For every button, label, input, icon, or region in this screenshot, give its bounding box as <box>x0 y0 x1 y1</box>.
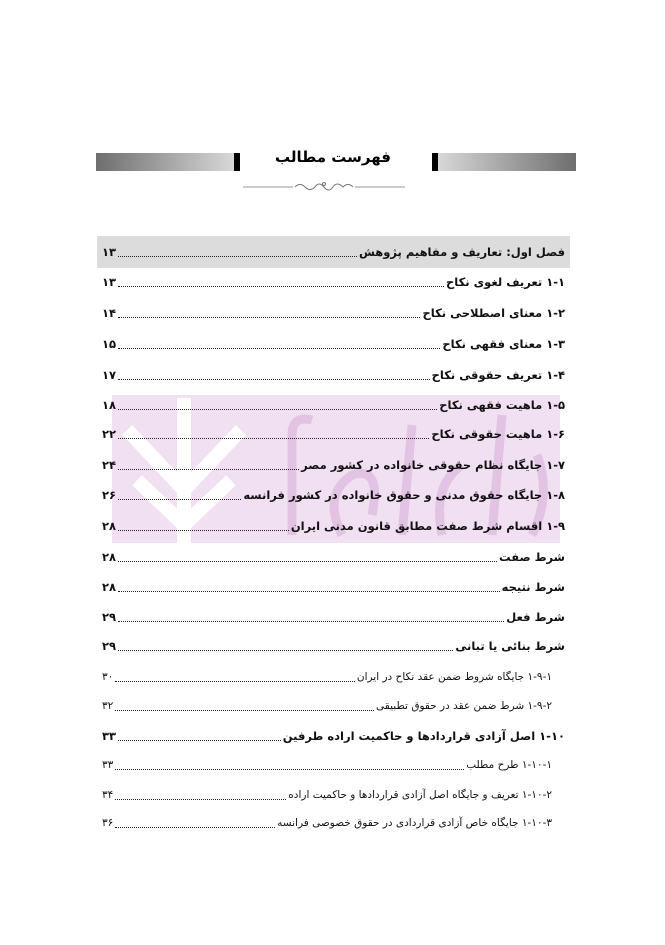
toc-entry-title: شرط صفت <box>499 550 565 564</box>
toc-entry[interactable] <box>97 604 570 630</box>
chapter-heading-row[interactable] <box>97 236 570 268</box>
toc-entry-title: ۱-۴ تعریف حقوقی نکاح <box>431 368 565 382</box>
dot-leader <box>118 621 504 622</box>
page-title: فهرست مطالب <box>275 148 391 166</box>
dot-leader <box>118 379 430 380</box>
toc-page-number: ۱۸ <box>102 398 117 412</box>
dot-leader <box>118 499 241 500</box>
toc-entry-title: ۱-۲ معنای اصطلاحی نکاح <box>422 306 565 320</box>
decorative-bar-left <box>96 153 240 171</box>
dot-leader <box>118 317 420 318</box>
dot-leader <box>118 438 429 439</box>
toc-entry-title: شرط نتیجه <box>501 580 565 594</box>
toc-entry[interactable] <box>97 752 570 778</box>
toc-page-number: ۲۸ <box>102 519 117 533</box>
toc-entry[interactable] <box>97 693 570 719</box>
toc-entry-title: ۱-۵ ماهیت فقهی نکاح <box>439 398 565 412</box>
dot-leader <box>115 827 275 828</box>
dot-leader <box>115 710 374 711</box>
dot-leader <box>118 256 357 257</box>
toc-page-number: ۳۶ <box>102 817 114 829</box>
toc-entry[interactable] <box>97 452 570 478</box>
dot-leader <box>118 561 497 562</box>
toc-entry[interactable] <box>97 392 570 418</box>
toc-page-number: ۲۹ <box>102 610 117 624</box>
toc-page-number: ۱۳ <box>102 275 117 289</box>
toc-entry-title: ۱-۳ معنای فقهی نکاح <box>442 337 565 351</box>
toc-entry-title: ۱-۱۰-۲ تعریف و جایگاه اصل آزادی قراردادها و حاکمیت اراده <box>288 789 552 801</box>
toc-entry-title: ۱-۷ جایگاه نظام حقوقی خانواده در کشور مصر <box>301 458 565 472</box>
toc-entry[interactable] <box>97 723 570 749</box>
decorative-bar-right <box>432 153 576 171</box>
toc-entry-title: ۱-۹-۱ جایگاه شروط ضمن عقد نکاح در ایران <box>356 671 552 683</box>
toc-entry[interactable] <box>97 421 570 447</box>
toc-entry-title: ۱-۶ ماهیت حقوقی نکاح <box>431 427 565 441</box>
dot-leader <box>115 769 464 770</box>
toc-page-number: ۳۳ <box>102 759 114 771</box>
dot-leader <box>118 409 437 410</box>
toc-entry[interactable] <box>97 300 570 326</box>
toc-entry-title: شرط فعل <box>506 610 565 624</box>
toc-page-number: ۲۸ <box>102 550 117 564</box>
dot-leader <box>115 799 286 800</box>
dot-leader <box>118 591 500 592</box>
toc-page-number: ۲۲ <box>102 427 117 441</box>
toc-entry[interactable] <box>97 574 570 600</box>
dot-leader <box>118 469 299 470</box>
toc-entry[interactable] <box>97 513 570 539</box>
dot-leader <box>118 740 281 741</box>
toc-entry-title: ۱-۹ اقسام شرط صفت مطابق قانون مدنی ایران <box>290 519 565 533</box>
toc-page-number: ۲۹ <box>102 639 117 653</box>
toc-page-number: ۱۴ <box>102 306 117 320</box>
toc-entry-title: ۱-۱۰-۱ طرح مطلب <box>466 759 552 771</box>
toc-page-number: ۳۰ <box>102 671 114 683</box>
toc-entry-title: شرط بنائی یا تبانی <box>455 639 565 653</box>
dot-leader <box>118 286 444 287</box>
toc-entry-title: ۱-۱۰ اصل آزادی قراردادها و حاکمیت اراده طرفین <box>282 729 565 743</box>
toc-page-number: ۳۳ <box>102 729 117 743</box>
toc-page-number: ۳۲ <box>102 700 114 712</box>
toc-entry[interactable] <box>97 269 570 295</box>
toc-page-number: ۲۸ <box>102 580 117 594</box>
toc-page-number: ۲۶ <box>102 488 117 502</box>
toc-entry[interactable] <box>97 782 570 808</box>
toc-entry-title: فصل اول: تعاریف و مفاهیم پژوهش <box>359 245 565 259</box>
toc-entry[interactable] <box>97 331 570 357</box>
toc-entry[interactable] <box>97 664 570 690</box>
toc-entry-title: ۱-۱ تعریف لغوی نکاح <box>446 275 565 289</box>
toc-page-number: ۱۵ <box>102 337 117 351</box>
dot-leader <box>118 530 289 531</box>
dot-leader <box>115 681 355 682</box>
toc-page-number: ۳۴ <box>102 789 114 801</box>
dot-leader <box>118 348 440 349</box>
toc-entry[interactable] <box>97 633 570 659</box>
toc-entry-title: ۱-۱۰-۳ جایگاه خاص آزادی قراردادی در حقوق خصوصی فرانسه <box>277 817 552 829</box>
toc-entry-title: ۱-۸ جایگاه حقوق مدنی و حقوق خانواده در کشور فرانسه <box>243 488 565 502</box>
toc-entry-title: ۱-۹-۲ شرط ضمن عقد در حقوق تطبیقی <box>376 700 552 712</box>
toc-page-number: ۲۴ <box>102 458 117 472</box>
toc-entry[interactable] <box>97 544 570 570</box>
toc-entry[interactable] <box>97 810 570 836</box>
toc-page-number: ۱۷ <box>102 368 117 382</box>
ornament-divider <box>243 180 405 194</box>
toc-page-number: ۱۳ <box>102 245 117 259</box>
toc-entry[interactable] <box>97 362 570 388</box>
toc-entry[interactable] <box>97 482 570 508</box>
dot-leader <box>118 650 453 651</box>
